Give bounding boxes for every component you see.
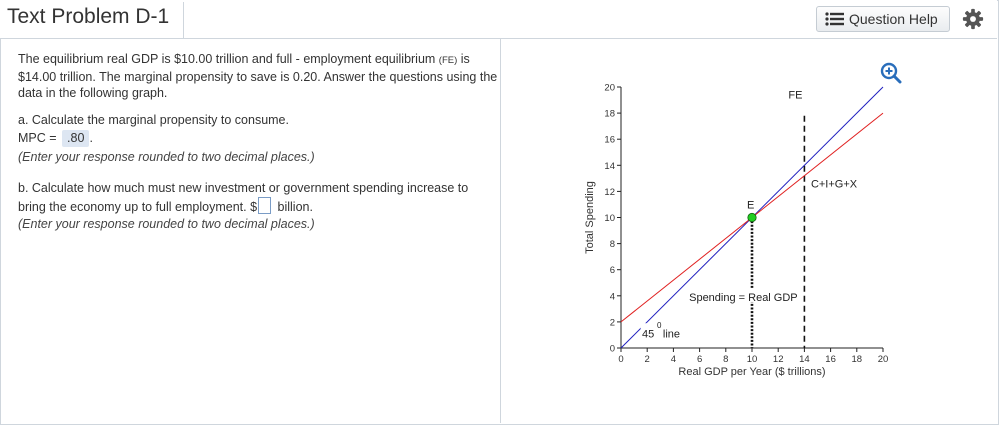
spending-chart — [578, 68, 908, 388]
line-45-label-degree: 0 — [657, 320, 662, 330]
question-help-button[interactable] — [816, 6, 950, 32]
x-tick-label: 6 — [696, 354, 703, 365]
aggregate-expenditure-label: C+I+G+X — [810, 178, 858, 191]
part-b-question-suffix: billion. — [274, 200, 313, 214]
x-tick-label: 12 — [772, 354, 784, 365]
part-a — [18, 112, 498, 165]
part-a-question: a. Calculate the marginal propensity to consume. — [18, 113, 289, 127]
x-tick-label: 20 — [877, 354, 889, 365]
part-b-hint: (Enter your response rounded to two decimal places.) — [18, 217, 315, 231]
header-bar — [0, 0, 997, 39]
gear-icon[interactable] — [962, 8, 984, 30]
x-tick-label: 0 — [618, 354, 624, 365]
x-tick-label: 4 — [670, 354, 677, 365]
y-tick-label: 18 — [604, 108, 615, 120]
y-tick-label: 4 — [609, 291, 615, 303]
y-tick-label: 10 — [604, 213, 615, 224]
equilibrium-label: Spending = Real GDP — [689, 292, 798, 305]
y-tick-label: 0 — [609, 343, 615, 355]
y-tick-label: 2 — [609, 317, 615, 329]
x-tick-label: 16 — [825, 354, 836, 365]
y-tick-label: 20 — [604, 82, 615, 94]
part-a-answer-row — [18, 130, 498, 147]
part-b-question — [18, 179, 498, 216]
x-tick-label: 8 — [723, 354, 729, 365]
y-tick-label: 12 — [604, 186, 615, 198]
question-panel — [0, 39, 501, 423]
intro-fe-abbr: (FE) — [438, 55, 458, 66]
line-45-label-suffix: line — [662, 328, 681, 341]
question-help-label: Question Help — [849, 11, 938, 27]
part-a-hint: (Enter your response rounded to two decimal places.) — [18, 150, 315, 164]
investment-answer-input[interactable] — [258, 197, 271, 214]
x-tick-label: 10 — [746, 354, 758, 365]
intro-text-2: is $14.00 trillion. The marginal propensity to save is 0.20. Answer the questions using the data in the following graph. — [18, 52, 498, 100]
title-divider — [183, 2, 184, 38]
x-tick-label: 18 — [851, 354, 863, 365]
fe-label: FE — [788, 89, 803, 102]
y-tick-label: 6 — [609, 265, 615, 277]
y-tick-label: 14 — [604, 160, 615, 172]
x-tick-label: 14 — [799, 354, 810, 365]
y-tick-label: 16 — [604, 134, 615, 146]
y-axis-label: Total Spending — [584, 181, 596, 254]
page-title: Text Problem D-1 — [7, 5, 170, 28]
x-axis-label: Real GDP per Year ($ trillions) — [678, 366, 826, 378]
equilibrium-point — [748, 213, 756, 221]
list-icon — [825, 12, 845, 26]
equilibrium-point-label: E — [747, 199, 755, 212]
mpc-answer-suffix: . — [89, 131, 93, 145]
part-b-question-text: b. Calculate how much must new investment or government spending increase to bring the economy up to full employment. $ — [18, 181, 469, 214]
intro-text-1: The equilibrium real GDP is $10.00 trillion and full - employment equilibrium — [18, 52, 439, 66]
line-45-label-number: 45 — [641, 328, 655, 341]
problem-intro — [18, 51, 498, 101]
x-tick-label: 2 — [644, 354, 650, 365]
y-tick-label: 8 — [609, 239, 615, 251]
part-b — [18, 179, 498, 232]
mpc-label: MPC = — [18, 131, 57, 145]
mpc-answer-field[interactable]: .80 — [62, 130, 89, 147]
